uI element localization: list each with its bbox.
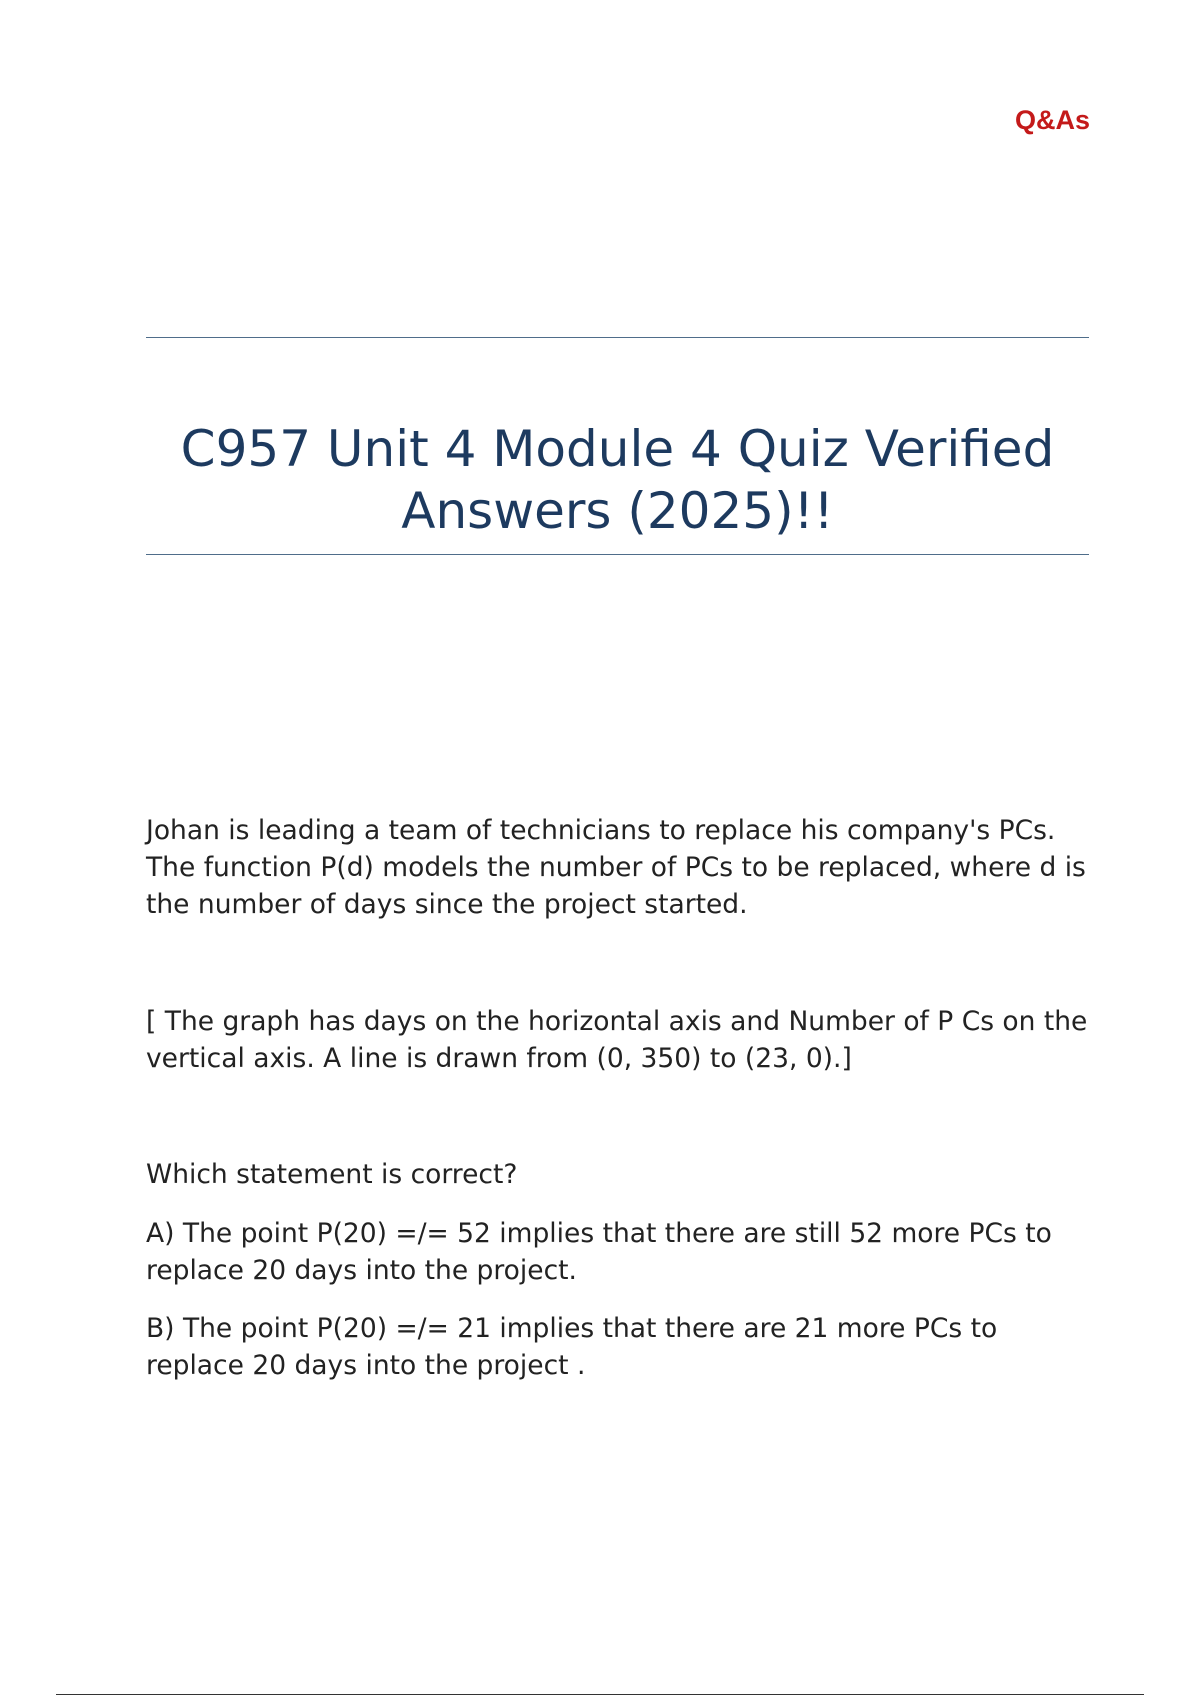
document-title: C957 Unit 4 Module 4 Quiz Verified Answers (2025)!! [180,420,1055,540]
answer-option-b: B) The point P(20) =/= 21 implies that there are 21 more PCs to replace 20 days into the project . [146,1313,998,1381]
answer-option-a: A) The point P(20) =/= 52 implies that there are still 52 more PCs to replace 20 days into the project. [146,1218,1052,1286]
graph-description-paragraph: [ The graph has days on the horizontal axis and Number of P Cs on the vertical axis. A line is drawn from (0, 350) to (23, 0).] [146,1006,1088,1074]
footer-divider [56,1694,1144,1695]
question-prompt: Which statement is correct? [146,1159,518,1190]
qa-header-tag: Q&As [1014,105,1090,135]
intro-paragraph: Johan is leading a team of technicians to replace his company's PCs. The function P(d) models the number of PCs to be replaced, where d is the number of days since the project started. [146,815,1086,920]
title-block [146,337,1089,555]
